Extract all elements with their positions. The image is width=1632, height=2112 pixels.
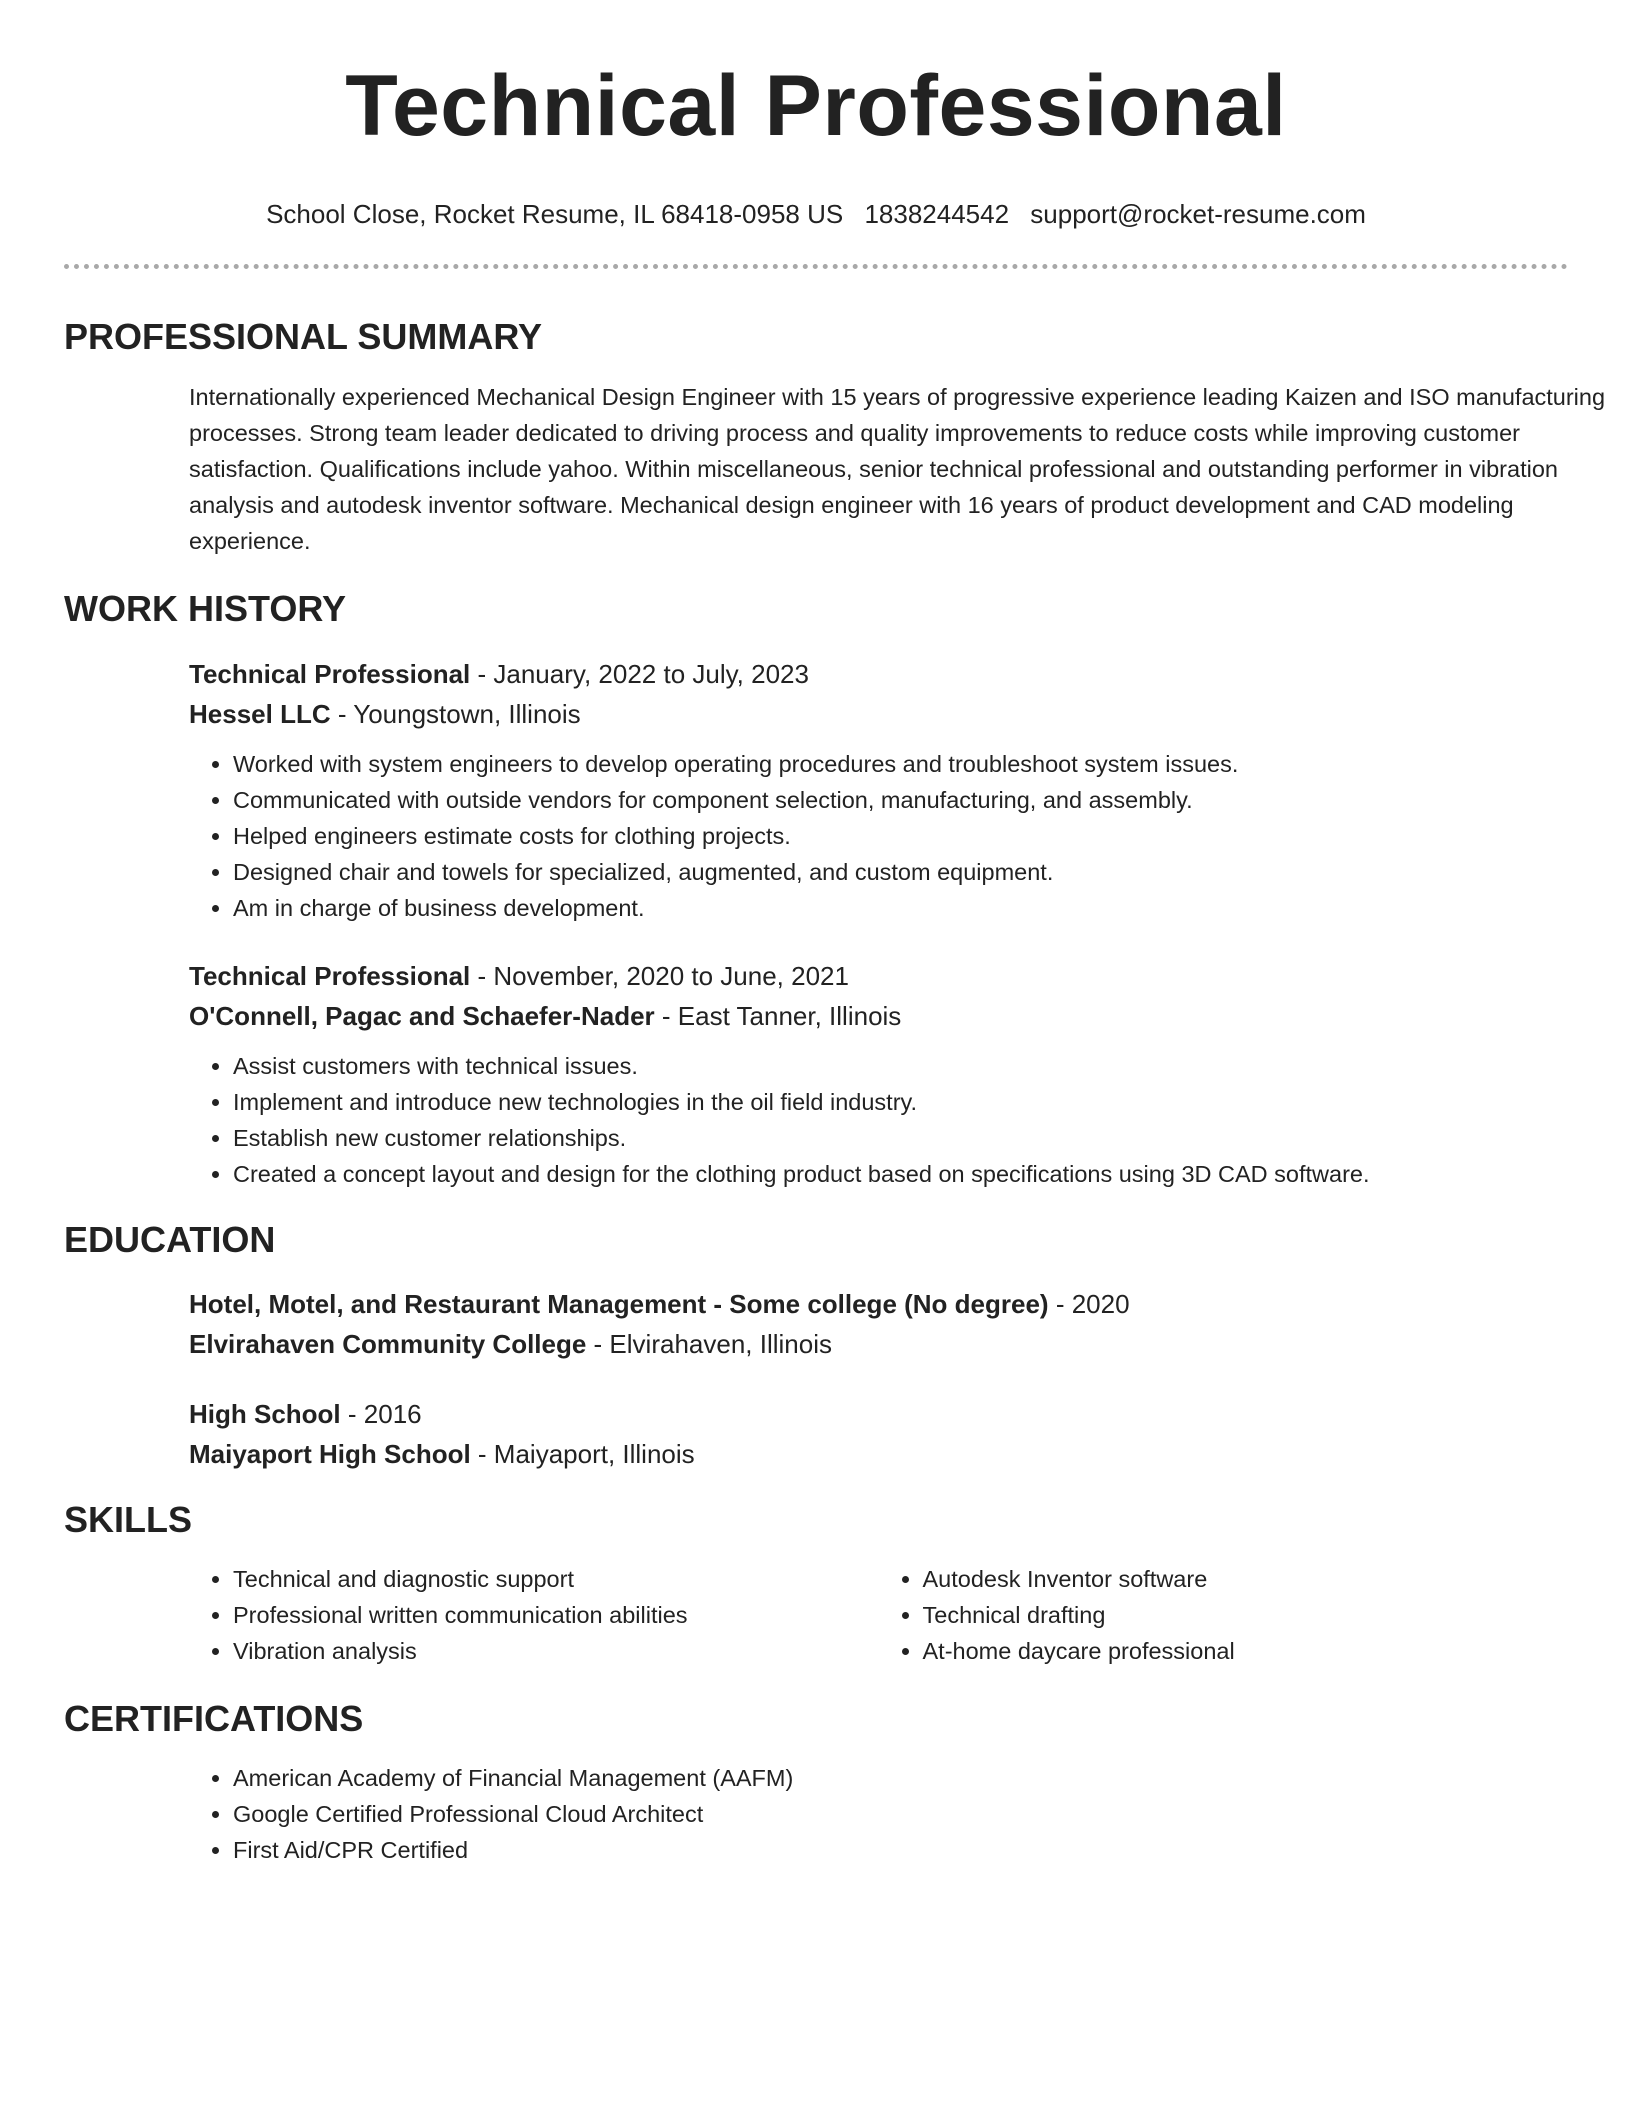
degree-year: - 2020 [1048,1289,1130,1319]
contact-address: School Close, Rocket Resume, IL 68418-0958 US [266,199,844,229]
job-location: - East Tanner, Illinois [654,1001,902,1031]
certifications-list [189,1760,1568,1868]
job-entry [189,654,1568,926]
school-name: Elvirahaven Community College [189,1329,587,1359]
list-item: • Am in charge of business development. [233,890,1568,926]
work-history-section [64,654,1568,1192]
job-role: Technical Professional [189,961,471,991]
contact-email: support@rocket-resume.com [1030,199,1366,229]
education-entry [189,1284,1568,1364]
job-dates: - January, 2022 to July, 2023 [470,659,809,689]
list-item: • Designed chair and towels for specialized, augmented, and custom equipment. [233,854,1568,890]
degree-line [189,1394,1568,1434]
degree-name: Hotel, Motel, and Restaurant Management - Some college (No degree) [189,1289,1049,1319]
education-heading: EDUCATION [64,1219,276,1260]
job-duties-list [189,1048,1568,1192]
candidate-name: Technical Professional [345,58,1287,154]
skills-heading: SKILLS [64,1499,193,1540]
list-item: • Assist customers with technical issues. [233,1048,1568,1084]
school-location: - Maiyaport, Illinois [470,1439,695,1469]
skill-item: • Technical and diagnostic support [233,1561,879,1597]
skill-item: • At-home daycare professional [923,1633,1569,1669]
work-history-heading: WORK HISTORY [64,588,347,629]
skills-list-right [879,1561,1569,1669]
job-title-line [189,654,1568,694]
list-item: • Communicated with outside vendors for component selection, manufacturing, and assembly. [233,782,1568,818]
job-duties-list [189,746,1568,926]
school-line [189,1324,1568,1364]
degree-line [189,1284,1568,1324]
degree-name: High School [189,1399,341,1429]
school-location: - Elvirahaven, Illinois [586,1329,832,1359]
skill-item: • Autodesk Inventor software [923,1561,1569,1597]
job-company-line [189,694,1568,734]
job-entry [189,956,1568,1192]
skill-item: • Professional written communication abilities [233,1597,879,1633]
list-item: • Created a concept layout and design for the clothing product based on specifications using 3D CAD software. [233,1156,1568,1192]
summary-text: Internationally experienced Mechanical Design Engineer with 15 years of progressive experience leading Kaizen and ISO manufacturing processes. Strong team leader dedicated to driving process and quality improvements to reduce costs while improving customer satisfaction. Qualifications include yahoo. Within miscellaneous, senior technical professional and outstanding performer in vibration analysis and autodesk inventor software. Mechanical design engineer with 16 years of product development and CAD modeling experience. [189,384,1606,554]
certifications-heading: CERTIFICATIONS [64,1698,364,1739]
list-item: • Implement and introduce new technologies in the oil field industry. [233,1084,1568,1120]
education-section [64,1284,1568,1474]
job-title-line [189,956,1568,996]
certification-item: • Google Certified Professional Cloud Architect [233,1796,1568,1832]
job-role: Technical Professional [189,659,471,689]
school-name: Maiyaport High School [189,1439,471,1469]
job-location: - Youngstown, Illinois [330,699,581,729]
degree-year: - 2016 [340,1399,422,1429]
job-dates: - November, 2020 to June, 2021 [470,961,849,991]
skills-list-left [189,1561,879,1669]
job-company: Hessel LLC [189,699,331,729]
contact-phone: 1838244542 [864,199,1010,229]
certification-item: • American Academy of Financial Management (AAFM) [233,1760,1568,1796]
job-company-line [189,996,1568,1036]
skill-item: • Vibration analysis [233,1633,879,1669]
summary-heading: PROFESSIONAL SUMMARY [64,316,543,357]
skill-item: • Technical drafting [923,1597,1569,1633]
certifications-section [64,1760,1568,1868]
summary-section [64,379,1606,559]
certification-item: • First Aid/CPR Certified [233,1832,1568,1868]
education-entry [189,1394,1568,1474]
school-line [189,1434,1568,1474]
skills-section [64,1561,1568,1669]
header-divider [64,264,1568,269]
job-company: O'Connell, Pagac and Schaefer-Nader [189,1001,655,1031]
contact-line [64,198,1568,230]
list-item: • Worked with system engineers to develop operating procedures and troubleshoot system issues. [233,746,1568,782]
list-item: • Establish new customer relationships. [233,1120,1568,1156]
list-item: • Helped engineers estimate costs for clothing projects. [233,818,1568,854]
